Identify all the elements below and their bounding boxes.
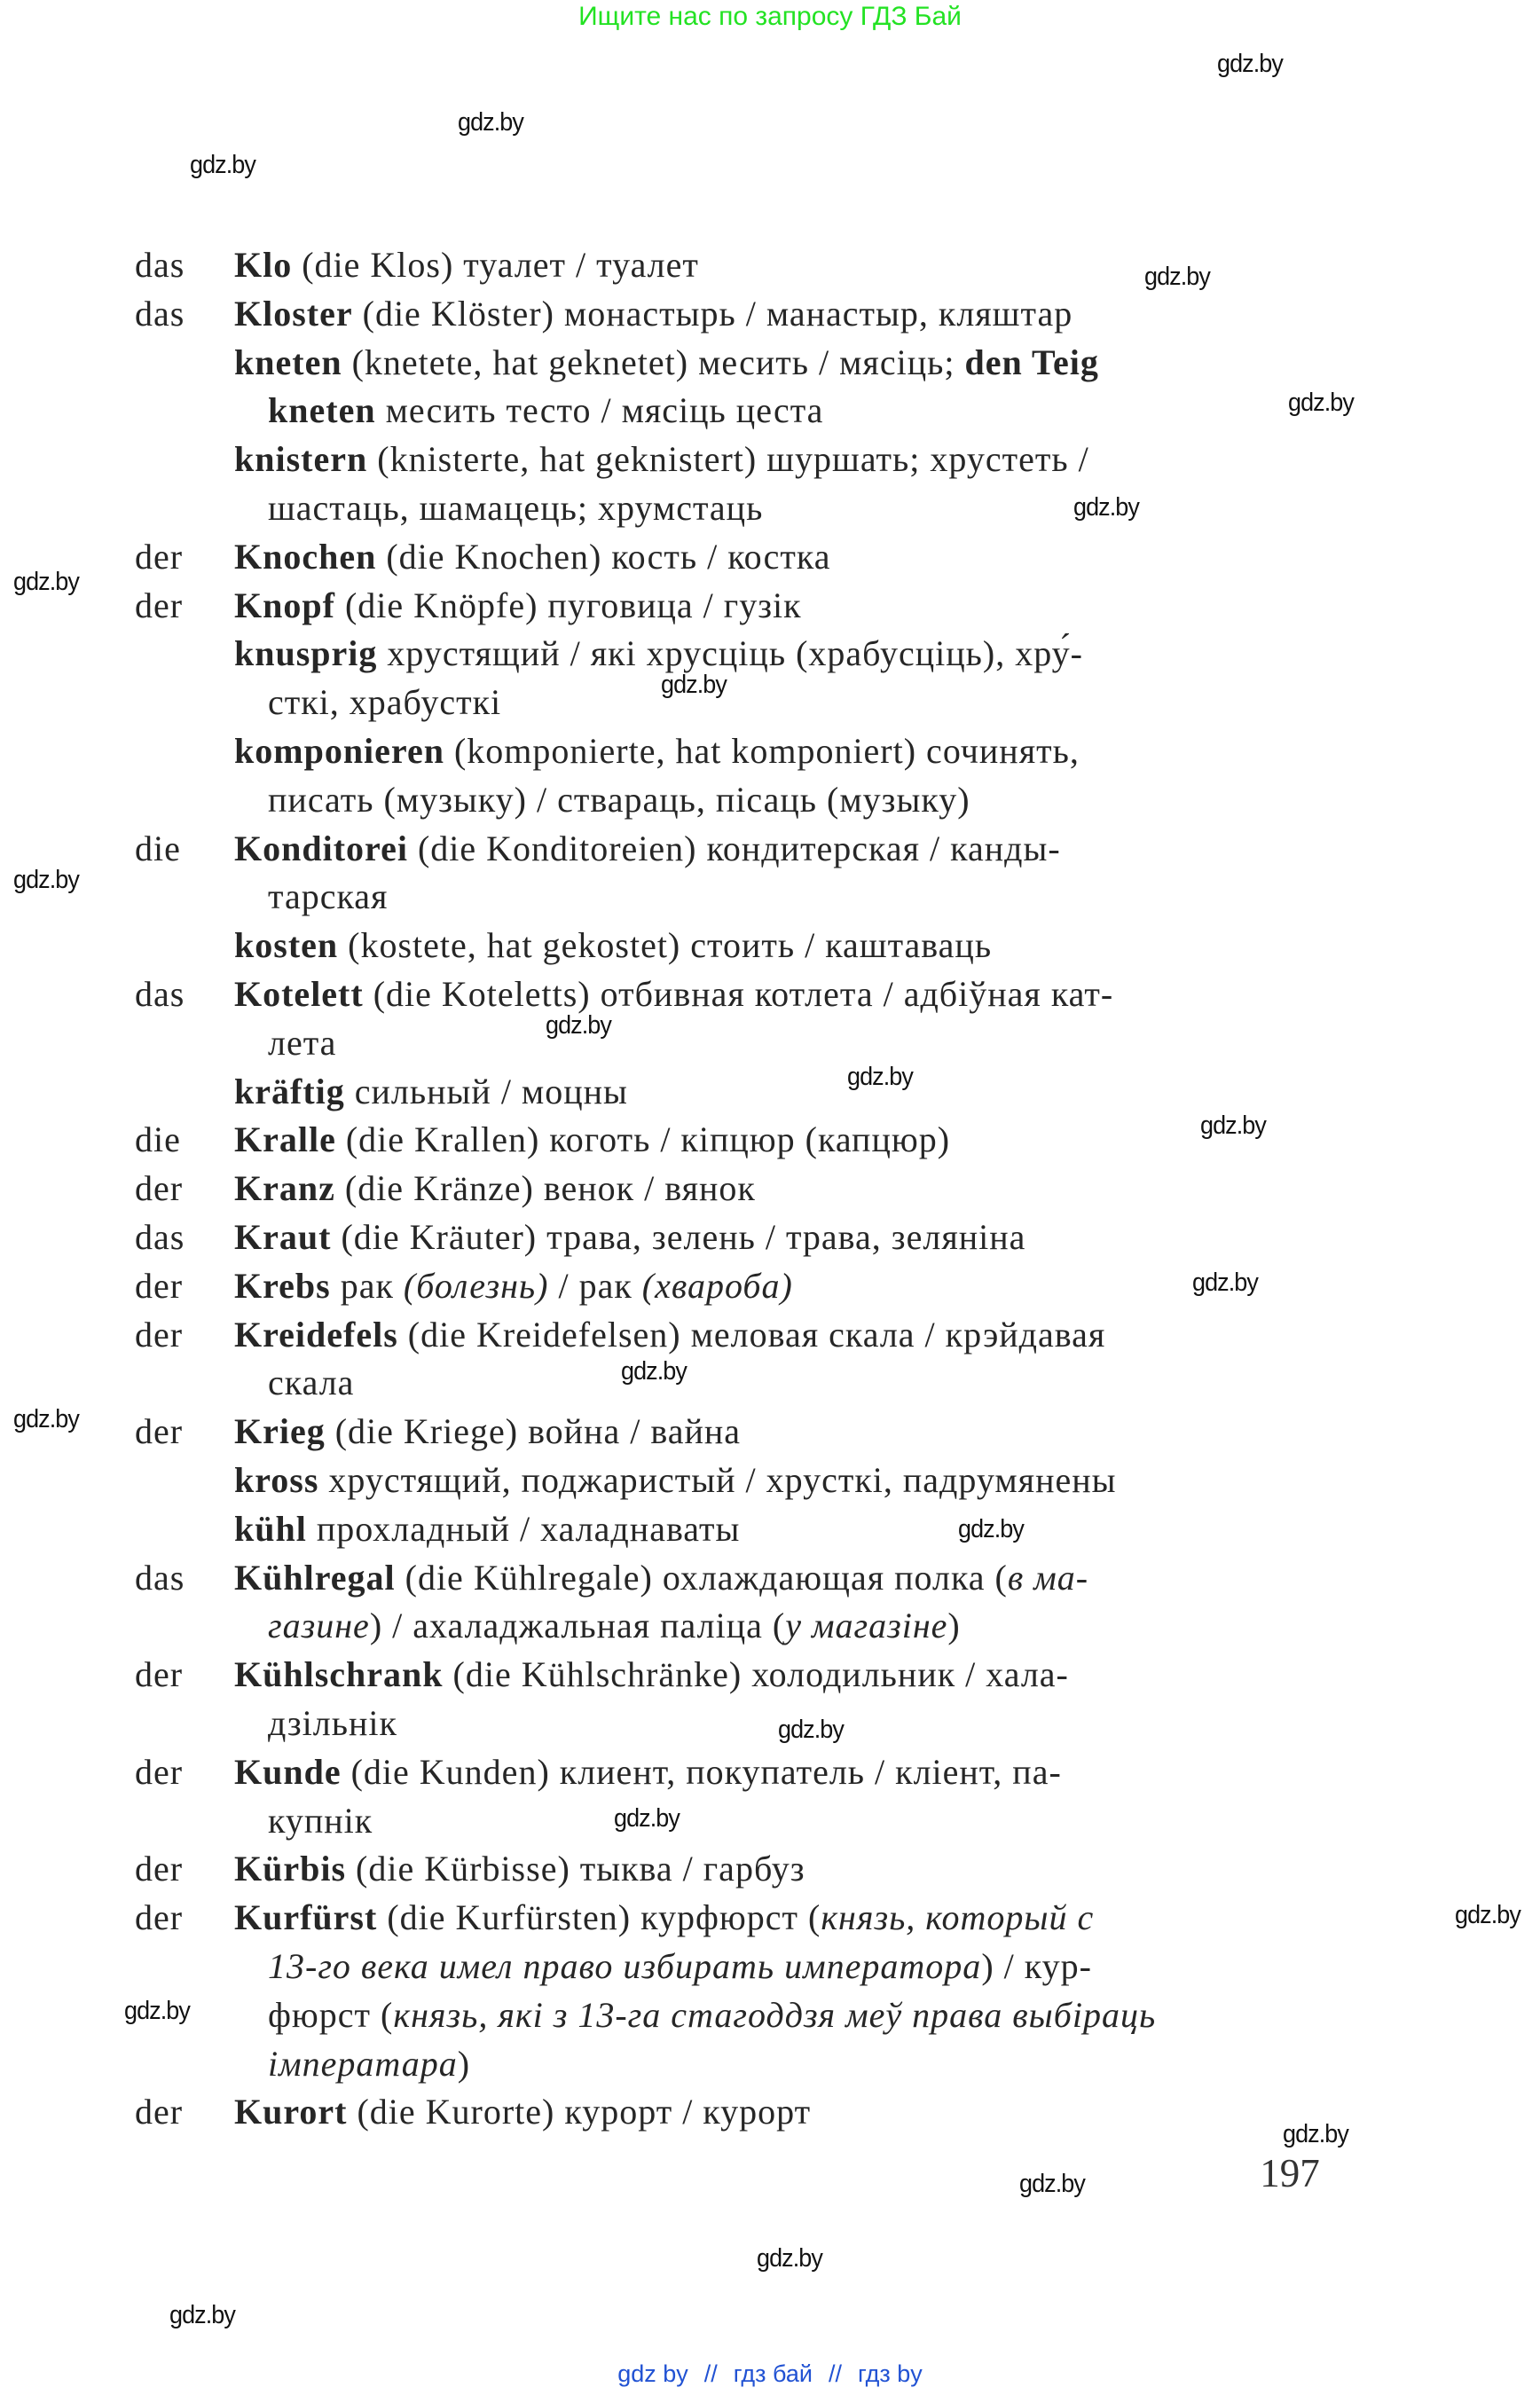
- headword: Kralle: [234, 1119, 336, 1160]
- entry-text: [234, 1116, 950, 1164]
- headword: Kraut: [234, 1217, 332, 1257]
- dictionary-line: [0, 1554, 1540, 1603]
- dictionary-line: [0, 679, 1540, 727]
- article-label: der: [135, 536, 184, 577]
- translation-text: рак: [330, 1265, 404, 1306]
- headword: Kühlschrank: [234, 1654, 444, 1695]
- dictionary-line: [0, 1262, 1540, 1311]
- article-label: der: [135, 1168, 184, 1209]
- dictionary-line: [0, 922, 1540, 970]
- dictionary-line: [0, 825, 1540, 874]
- translation-text: скала: [268, 1362, 355, 1403]
- dictionary-line: [0, 1116, 1540, 1165]
- translation-text: (die Kränze) венок / вянок: [334, 1168, 756, 1209]
- translation-text: / рак: [548, 1265, 642, 1306]
- entry-text: [268, 776, 970, 824]
- headword: Klo: [234, 245, 293, 285]
- gdz-watermark: gdz.by: [458, 108, 523, 137]
- dictionary-line: [0, 873, 1540, 922]
- footer-link[interactable]: гдз by: [858, 2360, 923, 2387]
- translation-text: (die Kühlschränke) холодильник / хала-: [443, 1654, 1069, 1695]
- entry-text: [234, 436, 1089, 483]
- translation-text: хрустящий / які хрусціць (храбусціць), хру́-: [377, 633, 1084, 674]
- dictionary-line: [0, 1894, 1540, 1943]
- gdz-watermark: gdz.by: [1217, 50, 1283, 78]
- entry-text: [234, 1262, 793, 1310]
- explanation-italic: газине: [268, 1606, 370, 1646]
- article-label: das: [135, 974, 185, 1014]
- headword: Kühlregal: [234, 1557, 396, 1598]
- entry-text: [234, 922, 992, 970]
- page-number: 197: [1260, 2151, 1320, 2195]
- entry-text: [268, 1797, 373, 1845]
- explanation-italic: 13-го века имел право избирать императора: [268, 1946, 982, 1986]
- dictionary-line: [0, 484, 1540, 533]
- gdz-watermark: gdz.by: [1019, 2170, 1085, 2198]
- translation-text: тарская: [268, 876, 389, 917]
- gdz-watermark: gdz.by: [847, 1063, 913, 1091]
- footer-link[interactable]: gdz by: [617, 2360, 688, 2387]
- headword: Kürbis: [234, 1849, 347, 1889]
- entry-text: [234, 582, 802, 630]
- gdz-watermark: gdz.by: [614, 1804, 680, 1833]
- entry-text: [268, 1602, 961, 1650]
- article-label: das: [135, 245, 185, 285]
- dictionary-line: [0, 1845, 1540, 1894]
- headword: Konditorei: [234, 828, 408, 868]
- translation-text: (knetete, hat geknetet) месить / мясіць;: [342, 342, 965, 382]
- explanation-italic: (хвароба): [641, 1265, 793, 1306]
- dictionary-line: [0, 339, 1540, 388]
- entry-text: [268, 679, 501, 726]
- dictionary-line: [0, 1068, 1540, 1117]
- translation-text: ) / кур-: [981, 1946, 1092, 1986]
- entry-text: [234, 1554, 1088, 1602]
- entry-text: [234, 630, 1083, 678]
- translation-text: (die Knochen) кость / костка: [376, 536, 831, 577]
- dictionary-line: [0, 630, 1540, 679]
- translation-text: (die Knöpfe) пуговица / гузік: [334, 585, 802, 625]
- headword: kosten: [234, 925, 339, 966]
- article-label: der: [135, 1265, 184, 1306]
- dictionary-line: [0, 1602, 1540, 1651]
- translation-text: (komponierte, hat komponiert) сочинять,: [444, 731, 1080, 771]
- dictionary-line: [0, 582, 1540, 631]
- translation-text: (die Kurfürsten) курфюрст (: [377, 1897, 821, 1938]
- gdz-watermark: gdz.by: [958, 1515, 1024, 1543]
- translation-text: лета: [268, 1022, 337, 1063]
- entry-text: [234, 1505, 740, 1553]
- dictionary-line: [0, 387, 1540, 436]
- dictionary-line: [0, 241, 1540, 290]
- translation-text: (die Kreidefelsen) меловая скала / крэйдавая: [397, 1314, 1106, 1355]
- dictionary-line: [0, 1457, 1540, 1505]
- dictionary-line: [0, 1748, 1540, 1797]
- dictionary-line: [0, 2040, 1540, 2089]
- gdz-watermark: gdz.by: [1283, 2120, 1348, 2148]
- gdz-watermark: gdz.by: [1144, 263, 1210, 291]
- entry-text: [234, 1894, 1094, 1942]
- article-label: der: [135, 1411, 184, 1452]
- entry-text: [234, 1845, 805, 1893]
- dictionary-line: [0, 727, 1540, 776]
- entry-text: [234, 533, 830, 581]
- headword: den Teig: [964, 342, 1099, 382]
- translation-text: (die Krallen) коготь / кіпцюр (капцюр): [335, 1119, 951, 1160]
- entry-text: [268, 2040, 470, 2088]
- gdz-watermark: gdz.by: [621, 1357, 687, 1386]
- entry-text: [234, 290, 1072, 338]
- headword: Kranz: [234, 1168, 335, 1209]
- footer-links: [0, 2360, 1540, 2388]
- headword: Kurfürst: [234, 1897, 378, 1938]
- entry-text: [234, 1165, 756, 1213]
- gdz-watermark: gdz.by: [1288, 389, 1354, 417]
- entry-text: [234, 1748, 1062, 1796]
- dictionary-line: [0, 1991, 1540, 2040]
- entry-text: [268, 387, 823, 435]
- translation-text: (die Kühlregale) охлаждающая полка (: [395, 1557, 1008, 1598]
- footer-separator: //: [828, 2360, 842, 2387]
- explanation-italic: князь, які з 13-га стагоддзя меў права выбіраць: [393, 1994, 1157, 2035]
- headword: Krebs: [234, 1265, 331, 1306]
- dictionary-line: [0, 1213, 1540, 1262]
- entry-text: [234, 1311, 1105, 1359]
- translation-text: хрустящий, поджаристый / хрусткі, падрумянены: [318, 1460, 1117, 1500]
- dictionary-line: [0, 1700, 1540, 1748]
- translation-text: ) / ахаладжальная паліца (: [369, 1606, 786, 1646]
- translation-text: месить тесто / мясіць цеста: [375, 390, 824, 431]
- dictionary-line: [0, 533, 1540, 582]
- headword: kühl: [234, 1508, 307, 1549]
- dictionary-line: [0, 1651, 1540, 1700]
- translation-text: (die Kunden) клиент, покупатель / кліент, па-: [341, 1751, 1062, 1792]
- translation-text: сткі, храбусткі: [268, 682, 502, 723]
- entry-text: [234, 825, 1061, 873]
- gdz-watermark: gdz.by: [757, 2244, 822, 2273]
- article-label: der: [135, 1314, 184, 1355]
- translation-text: ): [457, 2043, 471, 2084]
- gdz-watermark: gdz.by: [13, 1405, 79, 1433]
- gdz-watermark: gdz.by: [169, 2301, 235, 2329]
- headword: komponieren: [234, 731, 444, 771]
- entry-text: [268, 1700, 397, 1747]
- entry-text: [268, 1943, 1092, 1991]
- entry-text: [268, 873, 388, 921]
- explanation-italic: у магазіне: [785, 1606, 948, 1646]
- entry-text: [268, 1991, 1156, 2039]
- entry-text: [234, 1068, 628, 1116]
- translation-text: (knisterte, hat geknistert) шуршать; хрустеть /: [367, 439, 1089, 480]
- entry-text: [234, 2088, 811, 2136]
- entry-text: [234, 1651, 1069, 1699]
- entry-text: [234, 727, 1080, 775]
- headword: Kotelett: [234, 974, 364, 1014]
- headword: kneten: [268, 390, 376, 431]
- article-label: der: [135, 1654, 184, 1695]
- translation-text: (die Klos) туалет / туалет: [292, 245, 699, 285]
- dictionary-line: [0, 970, 1540, 1019]
- headword: Krieg: [234, 1411, 326, 1452]
- entry-text: [234, 1408, 741, 1456]
- headword: Kloster: [234, 293, 353, 334]
- translation-text: (die Konditoreien) кондитерская / канды-: [407, 828, 1061, 868]
- entry-text: [234, 1213, 1025, 1261]
- gdz-watermark: gdz.by: [1192, 1268, 1258, 1297]
- article-label: das: [135, 293, 185, 334]
- footer-separator: //: [703, 2360, 718, 2387]
- entry-text: [234, 1457, 1117, 1504]
- translation-text: (kostete, hat gekostet) стоить / каштаваць: [338, 925, 993, 966]
- dictionary-line: [0, 1797, 1540, 1846]
- gdz-watermark: gdz.by: [13, 568, 79, 596]
- explanation-italic: князь, который с: [821, 1897, 1095, 1938]
- translation-text: шастаць, шамацець; хрумстаць: [268, 488, 764, 528]
- gdz-watermark: gdz.by: [190, 151, 255, 179]
- explanation-italic: імператара: [268, 2043, 458, 2084]
- translation-text: писать (музыку) / ствараць, пісаць (музыку): [268, 779, 970, 820]
- translation-text: дзільнік: [268, 1703, 397, 1743]
- explanation-italic: (болезнь): [403, 1265, 549, 1306]
- translation-text: сильный / моцны: [344, 1071, 628, 1111]
- entry-text: [234, 970, 1113, 1018]
- dictionary-line: [0, 1019, 1540, 1068]
- gdz-watermark: gdz.by: [778, 1716, 844, 1744]
- dictionary-line: [0, 1943, 1540, 1991]
- translation-text: ): [947, 1606, 961, 1646]
- article-label: der: [135, 1751, 184, 1792]
- headword: knusprig: [234, 633, 378, 674]
- translation-text: (die Kräuter) трава, зелень / трава, зеляніна: [331, 1217, 1026, 1257]
- translation-text: (die Kürbisse) тыква / гарбуз: [346, 1849, 805, 1889]
- article-label: der: [135, 1849, 184, 1889]
- article-label: das: [135, 1557, 185, 1598]
- headword: Kurort: [234, 2092, 348, 2132]
- headword: kross: [234, 1460, 319, 1500]
- article-label: die: [135, 828, 181, 868]
- article-label: der: [135, 1897, 184, 1938]
- dictionary-line: [0, 290, 1540, 339]
- article-label: die: [135, 1119, 181, 1160]
- article-label: der: [135, 2092, 184, 2132]
- dictionary-line: [0, 1311, 1540, 1360]
- entry-text: [268, 1019, 336, 1067]
- entry-text: [268, 484, 763, 532]
- translation-text: прохладный / халаднаваты: [306, 1508, 741, 1549]
- gdz-watermark: gdz.by: [13, 866, 79, 894]
- headword: knistern: [234, 439, 368, 480]
- gdz-watermark: gdz.by: [661, 671, 727, 699]
- gdz-watermark: gdz.by: [1200, 1111, 1266, 1140]
- promo-banner: Ищите нас по запросу ГДЗ Бай: [578, 2, 962, 31]
- entry-text: [234, 241, 699, 289]
- entry-text: [268, 1359, 354, 1407]
- headword: kneten: [234, 342, 342, 382]
- dictionary-line: [0, 436, 1540, 484]
- translation-text: купнік: [268, 1800, 373, 1841]
- dictionary-line: [0, 776, 1540, 825]
- article-label: der: [135, 585, 184, 625]
- translation-text: (die Koteletts) отбивная котлета / адбіўная кат-: [363, 974, 1114, 1014]
- dictionary-line: [0, 1165, 1540, 1213]
- dictionary-line: [0, 1408, 1540, 1457]
- translation-text: (die Klöster) монастырь / манастыр, кляштар: [352, 293, 1073, 334]
- headword: kräftig: [234, 1071, 345, 1111]
- article-label: das: [135, 1217, 185, 1257]
- entry-text: [234, 339, 1099, 387]
- translation-text: (die Kriege) война / вайна: [325, 1411, 742, 1452]
- dictionary-line: [0, 2088, 1540, 2137]
- gdz-watermark: gdz.by: [1073, 493, 1139, 522]
- headword: Kunde: [234, 1751, 342, 1792]
- dictionary-line: [0, 1359, 1540, 1408]
- translation-text: фюрст (: [268, 1994, 394, 2035]
- headword: Knochen: [234, 536, 377, 577]
- headword: Knopf: [234, 585, 335, 625]
- gdz-watermark: gdz.by: [1455, 1901, 1520, 1929]
- explanation-italic: в ма-: [1007, 1557, 1089, 1598]
- footer-link[interactable]: гдз бай: [733, 2360, 813, 2387]
- dictionary-line: [0, 1505, 1540, 1554]
- gdz-watermark: gdz.by: [546, 1011, 611, 1040]
- gdz-watermark: gdz.by: [124, 1997, 190, 2025]
- headword: Kreidefels: [234, 1314, 398, 1355]
- translation-text: (die Kurorte) курорт / курорт: [347, 2092, 812, 2132]
